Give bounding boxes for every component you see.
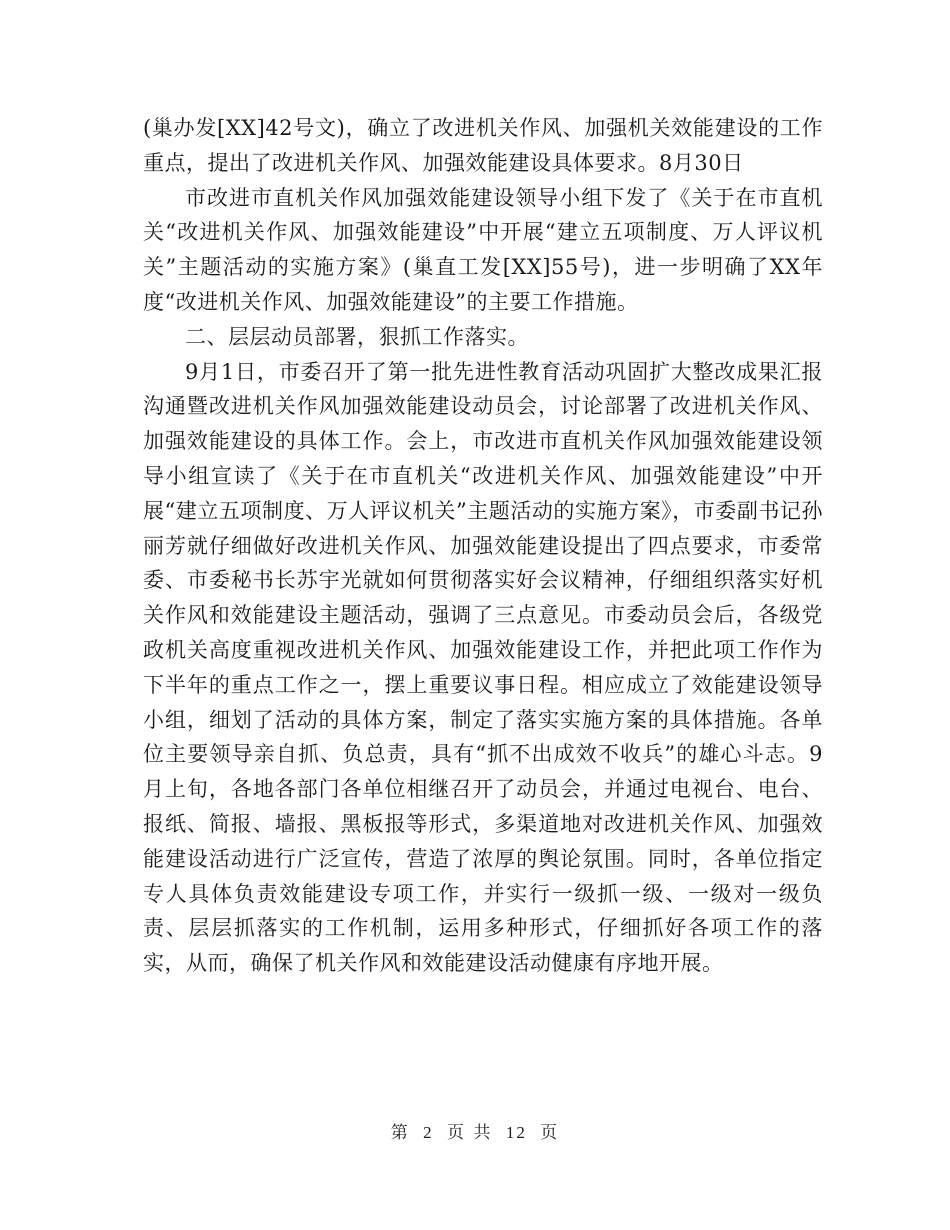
footer-middle: 页 共 bbox=[447, 1123, 493, 1143]
current-page-number: 2 bbox=[423, 1123, 434, 1142]
page-footer bbox=[0, 1118, 950, 1143]
section-heading: 二、层层动员部署，狠抓工作落实。 bbox=[185, 324, 529, 349]
paragraph-2: 市改进市直机关作风加强效能建设领导小组下发了《关于在市直机关“改进机关作风、加强效能建设”中开展“建立五项制度、万人评议机关”主题活动的实施方案》(巢直工发[XX]55号)，进一步明确了XX年度“改进机关作风、加强效能建设”的主要工作措施。 bbox=[143, 185, 823, 314]
footer-prefix: 第 bbox=[390, 1123, 410, 1143]
total-pages-number: 12 bbox=[505, 1123, 527, 1142]
document-body bbox=[143, 111, 823, 981]
paragraph-1: (巢办发[XX]42号文)，确立了改进机关作风、加强机关效能建设的工作重点，提出了改进机关作风、加强效能建设具体要求。8月30日 bbox=[143, 116, 823, 175]
paragraph-3: 9月1日，市委召开了第一批先进性教育活动巩固扩大整改成果汇报沟通暨改进机关作风加强效能建设动员会，讨论部署了改进机关作风、加强效能建设的具体工作。会上，市改进市直机关作风加强效能建设领导小组宣读了《关于在市直机关“改进机关作风、加强效能建设”中开展“建立五项制度、万人评议机关”主题活动的实施方案》，市委副书记孙丽芳就仔细做好改进机关作风、加强效能建设提出了四点要求，市委常委、市委秘书长苏宇光就如何贯彻落实好会议精神，仔细组织落实好机关作风和效能建设主题活动，强调了三点意见。市委动员会后，各级党政机关高度重视改进机关作风、加强效能建设工作，并把此项工作作为下半年的重点工作之一，摆上重要议事日程。相应成立了效能建设领导小组，细划了活动的具体方案，制定了落实实施方案的具体措施。各单位主要领导亲自抓、负总责，具有“抓不出成效不收兵”的雄心斗志。9月上旬，各地各部门各单位相继召开了动员会，并通过电视台、电台、报纸、简报、墙报、黑板报等形式，多渠道地对改进机关作风、加强效能建设活动进行广泛宣传，营造了浓厚的舆论氛围。同时，各单位指定专人具体负责效能建设专项工作，并实行一级抓一级、一级对一级负责、层层抓落实的工作机制，运用多种形式，仔细抓好各项工作的落实，从而，确保了机关作风和效能建设活动健康有序地开展。 bbox=[143, 359, 823, 976]
footer-suffix: 页 bbox=[540, 1123, 560, 1143]
